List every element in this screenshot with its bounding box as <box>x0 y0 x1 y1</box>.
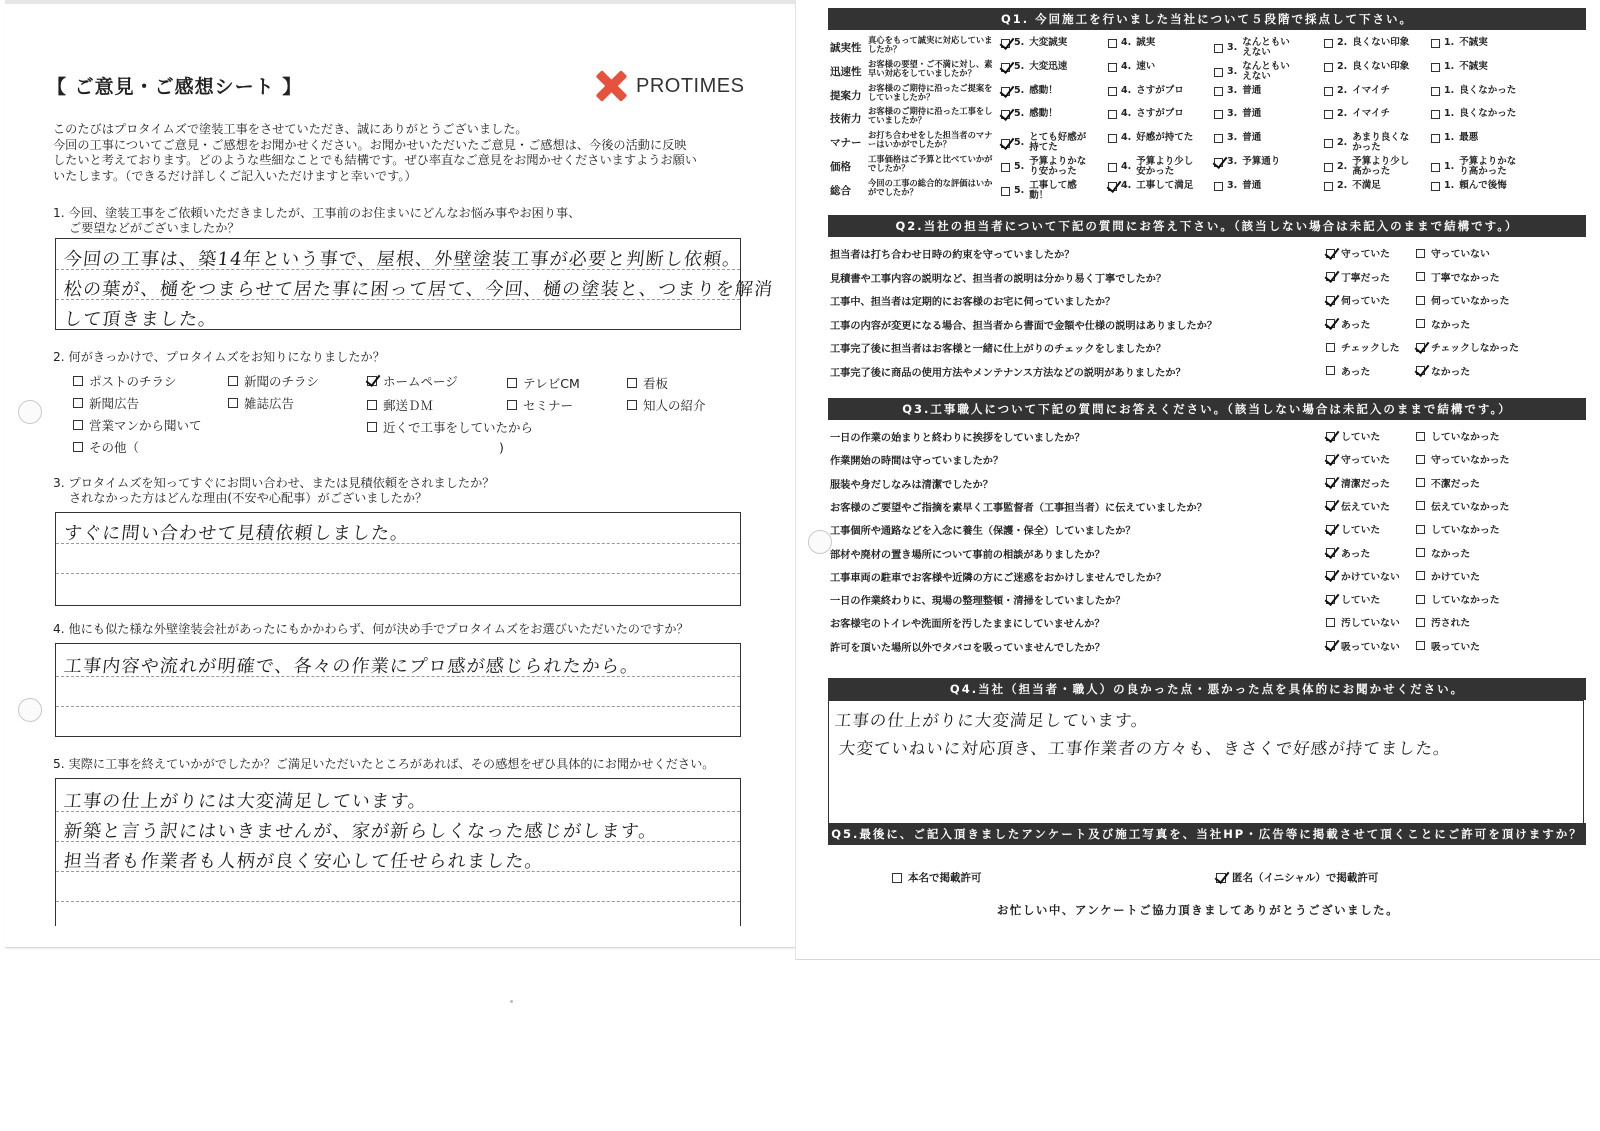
checkbox-checked[interactable] <box>1216 873 1226 883</box>
q1-rating-option[interactable]: 2. イマイチ <box>1324 109 1416 119</box>
option-newspaper-flyer[interactable]: 新聞のチラシ <box>228 372 319 390</box>
q3-answer-option[interactable]: 伝えていなかった <box>1416 499 1509 513</box>
q1-description: お打ち合わせをした担当者のマナーはいかがでしたか？ <box>868 130 993 149</box>
checkbox[interactable] <box>1416 641 1425 650</box>
q3-answer-option[interactable]: 汚された <box>1416 615 1470 629</box>
q3-answer-option[interactable]: 伝えていた <box>1326 499 1390 513</box>
q1-category: 価格 <box>830 161 851 173</box>
option-anonymous[interactable]: 匿名（イニシャル）で掲載許可 <box>1216 870 1378 885</box>
checkbox[interactable] <box>1416 525 1425 534</box>
handwritten-answer: 工事の仕上がりには大変満足しています。 <box>62 791 429 812</box>
q1-rating-option[interactable]: 5. 感動！ <box>1001 86 1091 96</box>
q1-rating-option[interactable]: 5. 工事して感動！ <box>1001 181 1091 201</box>
checkbox-checked[interactable] <box>1326 249 1335 258</box>
checkbox[interactable] <box>1324 139 1333 148</box>
protimes-logo-icon <box>592 68 630 104</box>
checkbox[interactable] <box>1416 478 1425 487</box>
checkbox[interactable] <box>1416 272 1425 281</box>
q1-rating-option[interactable]: 1. 良くなかった <box>1431 109 1523 119</box>
protimes-logo <box>592 66 752 106</box>
q2-question: 工事完了後に担当者はお客様と一緒に仕上がりのチェックをしましたか？ <box>830 344 1166 355</box>
question-3-label: 3. プロタイムズを知ってすぐにお問い合わせ、または見積依頼をされましたか？ されなかった方はどんな理由(不安や心配事）がございましたか？ <box>53 476 495 505</box>
q3-answer-option[interactable]: していなかった <box>1416 429 1500 443</box>
q3-answer-option[interactable]: 清潔だった <box>1326 476 1390 490</box>
q1-rating-option[interactable]: 2. イマイチ <box>1324 86 1416 96</box>
q2-question: 工事完了後に商品の使用方法やメンテナンス方法などの説明がありましたか？ <box>830 367 1186 379</box>
q1-rating-option[interactable]: 3. なんともいえない <box>1214 38 1298 58</box>
q2-question: 工事の内容が変更になる場合、担当者から書面で金額や仕様の説明はありましたか？ <box>830 320 1218 332</box>
q2-answer-option[interactable]: 伺っていた <box>1326 293 1390 307</box>
q1-rating-option[interactable]: 4. 速い <box>1108 62 1200 72</box>
q1-rating-option[interactable]: 2. あまり良くなかった <box>1324 133 1416 153</box>
checkbox[interactable] <box>1108 134 1117 143</box>
q3-answer-option[interactable]: かけていない <box>1326 569 1400 583</box>
q3-question: お客様のご要望やご指摘を素早く工事監督者（工事担当者）に伝えていましたか？ <box>830 502 1207 514</box>
checkbox[interactable] <box>1416 548 1425 557</box>
q1-rating-option[interactable]: 1. 不誠実 <box>1431 38 1523 48</box>
checkbox-checked[interactable] <box>1326 571 1335 580</box>
checkbox-checked[interactable] <box>1416 343 1425 352</box>
q3-answer-option[interactable]: 守っていなかった <box>1416 452 1509 466</box>
left-sheet <box>5 0 800 948</box>
q3-question: 作業開始の時間は守っていましたか？ <box>830 456 1004 468</box>
checkbox[interactable] <box>228 376 238 386</box>
q2-answer-option[interactable]: 伺っていなかった <box>1416 293 1509 307</box>
q1-rating-option[interactable]: 4. 好感が持てた <box>1108 133 1200 143</box>
q1-rating-option[interactable]: 5. 大変迅速 <box>1001 62 1091 72</box>
q1-description: お客様のご期待に沿ったご提案をしていましたか？ <box>868 83 993 102</box>
answer-box-3[interactable] <box>55 512 741 606</box>
option-signboard[interactable]: 看板 <box>627 374 668 392</box>
q1-rating-option[interactable]: 4. 工事して満足 <box>1108 181 1200 191</box>
checkbox[interactable] <box>1431 63 1440 72</box>
checkbox[interactable] <box>1108 39 1117 48</box>
q3-title: Q3.工事職人について下記の質問にお答えください。（該当しない場合は未記入のままで結構です。） <box>828 398 1586 420</box>
q1-rating-option[interactable]: 3. なんともいえない <box>1214 62 1298 82</box>
handwritten-answer: 今回の工事は、築14年という事で、屋根、外壁塗装工事が必要と判断し依頼。 <box>62 249 743 270</box>
option-real-name[interactable]: 本名で掲載許可 <box>892 870 982 885</box>
q3-answer-option[interactable]: 汚していない <box>1326 615 1400 629</box>
q1-rating-option[interactable]: 4. さすがプロ <box>1108 109 1200 119</box>
checkbox-checked[interactable] <box>1326 432 1335 441</box>
checkbox-checked[interactable] <box>1108 182 1117 191</box>
checkbox[interactable] <box>1214 110 1223 119</box>
checkbox-checked[interactable] <box>1001 39 1010 48</box>
checkbox-checked[interactable] <box>1001 139 1010 148</box>
sheet-title: 【 ご意見・ご感想シート 】 <box>47 76 303 98</box>
q1-rating-option[interactable]: 4. 誠実 <box>1108 38 1200 48</box>
checkbox[interactable] <box>73 442 83 452</box>
q3-question: お客様宅のトイレや洗面所を汚したままにしていませんか？ <box>830 619 1105 631</box>
question-1-label: 1. 今回、塗装工事をご依頼いただきましたが、工事前のお住まいにどんなお悩み事やお困り事、 ご要望などがございましたか？ <box>53 206 581 235</box>
q1-description: お客様の要望・ご不満に対し、素早い対応をしていましたか？ <box>868 59 993 78</box>
q4-title: Q4.当社（担当者・職人）の良かった点・悪かった点を具体的にお聞かせください。 <box>828 678 1586 700</box>
q1-rating-option[interactable]: 4. さすがプロ <box>1108 86 1200 96</box>
checkbox[interactable] <box>1416 296 1425 305</box>
handwritten-answer: 松の葉が、樋をつまらせて居た事に困って居て、今回、樋の塗装と、つまりを解消 <box>62 279 775 300</box>
checkbox[interactable] <box>1324 39 1333 48</box>
right-sheet <box>795 0 1600 960</box>
q3-question: 一日の作業終わりに、現場の整理整頓・清掃をしていましたか？ <box>830 596 1126 608</box>
question-2-label: 2. 何がきっかけで、プロタイムズをお知りになりましたか？ <box>53 350 385 364</box>
option-nearby-work[interactable]: 近くで工事をしていたから <box>367 418 533 436</box>
handwritten-answer: 担当者も作業者も人柄が良く安心して任せられました。 <box>62 851 545 872</box>
checkbox-checked[interactable] <box>1326 501 1335 510</box>
paper-edge <box>5 0 799 4</box>
checkbox-checked[interactable] <box>1326 272 1335 281</box>
q1-rating-option[interactable]: 5. とても好感が持てた <box>1001 133 1091 153</box>
handwritten-answer: すぐに問い合わせて見積依頼しました。 <box>62 523 411 544</box>
q1-category: 総合 <box>830 185 851 197</box>
checkbox-checked[interactable] <box>1416 366 1425 375</box>
checkbox[interactable] <box>1431 87 1440 96</box>
option-newspaper-ad[interactable]: 新聞広告 <box>73 394 139 412</box>
checkbox[interactable] <box>1416 618 1425 627</box>
checkbox[interactable] <box>1324 110 1333 119</box>
handwritten-answer: 工事の仕上がりに大変満足しています。 <box>833 711 1150 730</box>
checkbox[interactable] <box>73 420 83 430</box>
q1-rating-option[interactable]: 1. 予算よりかなり高かった <box>1431 157 1523 177</box>
q2-answer-option[interactable]: チェックしなかった <box>1416 340 1519 354</box>
q2-answer-option[interactable]: なかった <box>1416 317 1470 331</box>
checkbox[interactable] <box>1326 343 1335 352</box>
option-magazine-ad[interactable]: 雑誌広告 <box>228 394 294 412</box>
checkbox[interactable] <box>1108 63 1117 72</box>
q1-description: 工事価格はご予算と比べていかがでしたか？ <box>868 154 993 173</box>
question-5-label: 5. 実際に工事を終えていかがでしたか？ご満足いただいたところがあれば、その感想をぜひ具体的にお聞かせください。 <box>53 757 715 771</box>
q2-answer-option[interactable]: 守っていた <box>1326 246 1390 260</box>
checkbox[interactable] <box>1431 110 1440 119</box>
q1-rating-option[interactable]: 1. 良くなかった <box>1431 86 1523 96</box>
q1-title: Q1. 今回施工を行いました当社について５段階で採点して下さい。 <box>828 8 1586 30</box>
checkbox[interactable] <box>627 400 637 410</box>
q3-answer-option[interactable]: 不潔だった <box>1416 476 1480 490</box>
checkbox[interactable] <box>1214 44 1223 53</box>
q2-answer-option[interactable]: 丁寧でなかった <box>1416 270 1500 284</box>
q2-answer-option[interactable]: なかった <box>1416 364 1470 378</box>
answer-box-4[interactable] <box>55 643 741 737</box>
option-other[interactable]: その他（ <box>73 438 139 456</box>
q1-rating-option[interactable]: 3. 普通 <box>1214 133 1298 143</box>
q1-rating-option[interactable]: 1. 最悪 <box>1431 133 1523 143</box>
checkbox[interactable] <box>1214 134 1223 143</box>
checkbox-checked[interactable] <box>1326 525 1335 534</box>
q1-rating-option[interactable]: 2. 良くない印象 <box>1324 38 1416 48</box>
option-direct-mail[interactable]: 郵送ＤＭ <box>367 396 433 414</box>
checkbox[interactable] <box>73 398 83 408</box>
checkbox[interactable] <box>1326 618 1335 627</box>
checkbox[interactable] <box>228 398 238 408</box>
q3-answer-option[interactable]: 吸っていない <box>1326 639 1400 653</box>
q1-category: 誠実性 <box>830 42 862 54</box>
checkbox[interactable] <box>367 422 377 432</box>
handwritten-answer: 新築と言う訳にはいきませんが、家が新らしくなった感じがします。 <box>62 821 659 842</box>
checkbox[interactable] <box>1416 571 1425 580</box>
checkbox-checked[interactable] <box>367 376 377 386</box>
option-sales-rep[interactable]: 営業マンから聞いて <box>73 416 202 434</box>
intro-text: このたびはプロタイムズで塗装工事をさせていただき、誠にありがとうございました。 今回の工事についてご意見・ご感想をお聞かせください。お聞かせいただいたご意見・ご感想は、今後の活動に反映 したいと考えております。どのような些細なことでも結構です。ぜひ率直なご意見をお聞かせくださいますようお願い いたします。（できるだけ詳しくご記入いただけますと幸いです。） <box>53 122 697 183</box>
q2-question: 見積書や工事内容の説明など、担当者の説明は分かり易く丁寧でしたか？ <box>830 273 1167 285</box>
q2-question: 工事中、担当者は定期的にお客様のお宅に伺っていましたか？ <box>830 297 1116 308</box>
q1-rating-option[interactable]: 3. 普通 <box>1214 109 1298 119</box>
q3-question: 部材や廃材の置き場所について事前の相談がありましたか？ <box>830 549 1105 561</box>
checkbox[interactable] <box>1416 432 1425 441</box>
option-homepage[interactable]: ホームページ <box>367 372 458 390</box>
checkbox[interactable] <box>1416 501 1425 510</box>
answer-box-q4[interactable] <box>828 700 1584 828</box>
q1-rating-option[interactable]: 2. 不満足 <box>1324 181 1416 191</box>
other-close-paren: ) <box>499 440 504 455</box>
q1-rating-option[interactable]: 2. 良くない印象 <box>1324 62 1416 72</box>
answer-box-5[interactable] <box>55 778 741 926</box>
punch-hole <box>808 530 832 554</box>
checkbox[interactable] <box>1324 87 1333 96</box>
q1-rating-option[interactable]: 3. 普通 <box>1214 181 1298 191</box>
q1-rating-option[interactable]: 4. 予算より少し安かった <box>1108 157 1200 177</box>
checkbox[interactable] <box>1416 249 1425 258</box>
checkbox[interactable] <box>507 378 517 388</box>
checkbox[interactable] <box>1431 134 1440 143</box>
checkbox[interactable] <box>1416 595 1425 604</box>
checkbox[interactable] <box>1431 39 1440 48</box>
q1-category: マナー <box>830 137 862 149</box>
q3-answer-option[interactable]: なかった <box>1416 546 1470 560</box>
checkbox-checked[interactable] <box>1001 87 1010 96</box>
q3-answer-option[interactable]: あった <box>1326 546 1370 560</box>
checkbox[interactable] <box>1431 163 1440 172</box>
q3-answer-option[interactable]: 吸っていた <box>1416 639 1480 653</box>
q1-description: 真心をもって誠実に対応していましたか？ <box>868 35 993 54</box>
q2-answer-option[interactable]: 守っていない <box>1416 246 1490 260</box>
checkbox-checked[interactable] <box>1326 296 1335 305</box>
checkbox-checked[interactable] <box>1326 455 1335 464</box>
q3-answer-option[interactable]: していた <box>1326 429 1380 443</box>
checkbox[interactable] <box>1324 63 1333 72</box>
q1-description: 今回の工事の総合的な評価はいかがでしたか？ <box>868 178 993 197</box>
q1-category: 技術力 <box>830 113 862 125</box>
q2-answer-option[interactable]: 丁寧だった <box>1326 270 1390 284</box>
q3-answer-option[interactable]: していた <box>1326 592 1380 606</box>
q1-rating-option[interactable]: 5. 予算よりかなり安かった <box>1001 157 1091 177</box>
checkbox[interactable] <box>1108 163 1117 172</box>
q1-rating-option[interactable]: 1. 不誠実 <box>1431 62 1523 72</box>
q1-category: 迅速性 <box>830 66 862 78</box>
question-4-label: 4. 他にも似た様な外壁塗装会社があったにもかかわらず、何が決め手でプロタイムズをお選びいただいたのですか？ <box>53 622 689 636</box>
checkbox[interactable] <box>627 378 637 388</box>
q3-answer-option[interactable]: かけていた <box>1416 569 1480 583</box>
q5-title: Q5.最後に、ご記入頂きましたアンケート及び施工写真を、当社HP・広告等に掲載させて頂くことにご許可を頂けますか？ <box>828 823 1586 845</box>
checkbox[interactable] <box>1324 182 1333 191</box>
q1-rating-option[interactable]: 3. 普通 <box>1214 86 1298 96</box>
handwritten-answer: 大変ていねいに対応頂き、工事作業者の方々も、きさくで好感が持てました。 <box>837 739 1452 758</box>
q3-answer-option[interactable]: 守っていた <box>1326 452 1390 466</box>
checkbox[interactable] <box>1214 182 1223 191</box>
checkbox-checked[interactable] <box>1326 641 1335 650</box>
handwritten-answer: 工事内容や流れが明確で、各々の作業にプロ感が感じられたから。 <box>62 656 641 677</box>
checkbox[interactable] <box>1001 163 1010 172</box>
checkbox-checked[interactable] <box>1214 158 1223 167</box>
checkbox[interactable] <box>73 376 83 386</box>
checkbox-checked[interactable] <box>1326 478 1335 487</box>
checkbox[interactable] <box>367 400 377 410</box>
checkbox-checked[interactable] <box>1001 63 1010 72</box>
q3-question: 工事個所や通路などを入念に養生（保護・保全）していましたか？ <box>830 526 1136 538</box>
q1-rating-option[interactable]: 5. 感動！ <box>1001 109 1091 119</box>
q2-answer-option[interactable]: チェックした <box>1326 340 1400 354</box>
q1-description: お客様のご期待に沿った工事をしていましたか？ <box>868 106 993 125</box>
speck <box>510 1000 513 1003</box>
punch-hole <box>18 698 42 722</box>
checkbox-checked[interactable] <box>1326 595 1335 604</box>
q3-answer-option[interactable]: していなかった <box>1416 592 1500 606</box>
answer-box-1[interactable] <box>55 238 775 330</box>
checkbox[interactable] <box>1431 182 1440 191</box>
q1-rating-option[interactable]: 3. 予算通り <box>1214 157 1298 167</box>
q2-answer-option[interactable]: あった <box>1326 317 1370 331</box>
q2-question: 担当者は打ち合わせ日時の約束を守っていましたか？ <box>830 250 1075 261</box>
option-tv-cm[interactable]: テレビCM <box>507 374 580 392</box>
q3-question: 工事車両の駐車でお客様や近隣の方にご迷惑をおかけしませんでしたか？ <box>830 572 1167 584</box>
q1-rating-option[interactable]: 5. 大変誠実 <box>1001 38 1091 48</box>
q1-rating-option[interactable]: 1. 頼んで後悔 <box>1431 181 1523 191</box>
q3-answer-option[interactable]: していなかった <box>1416 522 1500 536</box>
checkbox[interactable] <box>1326 366 1335 375</box>
checkbox[interactable] <box>507 400 517 410</box>
checkbox[interactable] <box>1108 110 1117 119</box>
q3-question: 一日の作業の始まりと終わりに挨拶をしていましたか？ <box>830 433 1085 444</box>
handwritten-answer: して頂きました。 <box>62 309 219 330</box>
q2-title: Q2.当社の担当者について下記の質問にお答え下さい。（該当しない場合は未記入のままで結構です。） <box>828 215 1586 237</box>
checkbox[interactable] <box>1324 163 1333 172</box>
checkbox[interactable] <box>1416 319 1425 328</box>
checkbox[interactable] <box>1416 455 1425 464</box>
checkbox[interactable] <box>1214 87 1223 96</box>
q3-question: 許可を頂いた場所以外でタバコを吸っていませんでしたか？ <box>830 642 1105 654</box>
logo-text: PROTIMES <box>636 75 745 97</box>
q3-question: 服装や身だしなみは清潔でしたか？ <box>830 479 993 491</box>
thanks-message: お忙しい中、アンケートご協力頂きましてありがとうございました。 <box>996 903 1400 917</box>
checkbox-checked[interactable] <box>1001 110 1010 119</box>
q1-category: 提案力 <box>830 90 862 102</box>
option-friend-referral[interactable]: 知人の紹介 <box>627 396 706 414</box>
checkbox[interactable] <box>1214 68 1223 77</box>
checkbox[interactable] <box>1001 187 1010 196</box>
punch-hole <box>18 400 42 424</box>
checkbox-checked[interactable] <box>1326 548 1335 557</box>
q3-answer-option[interactable]: していた <box>1326 522 1380 536</box>
option-seminar[interactable]: セミナー <box>507 396 573 414</box>
checkbox[interactable] <box>1108 87 1117 96</box>
checkbox-checked[interactable] <box>1326 319 1335 328</box>
q2-answer-option[interactable]: あった <box>1326 364 1370 378</box>
checkbox[interactable] <box>892 873 902 883</box>
option-post-flyer[interactable]: ポストのチラシ <box>73 372 177 390</box>
q1-rating-option[interactable]: 2. 予算より少し高かった <box>1324 157 1416 177</box>
